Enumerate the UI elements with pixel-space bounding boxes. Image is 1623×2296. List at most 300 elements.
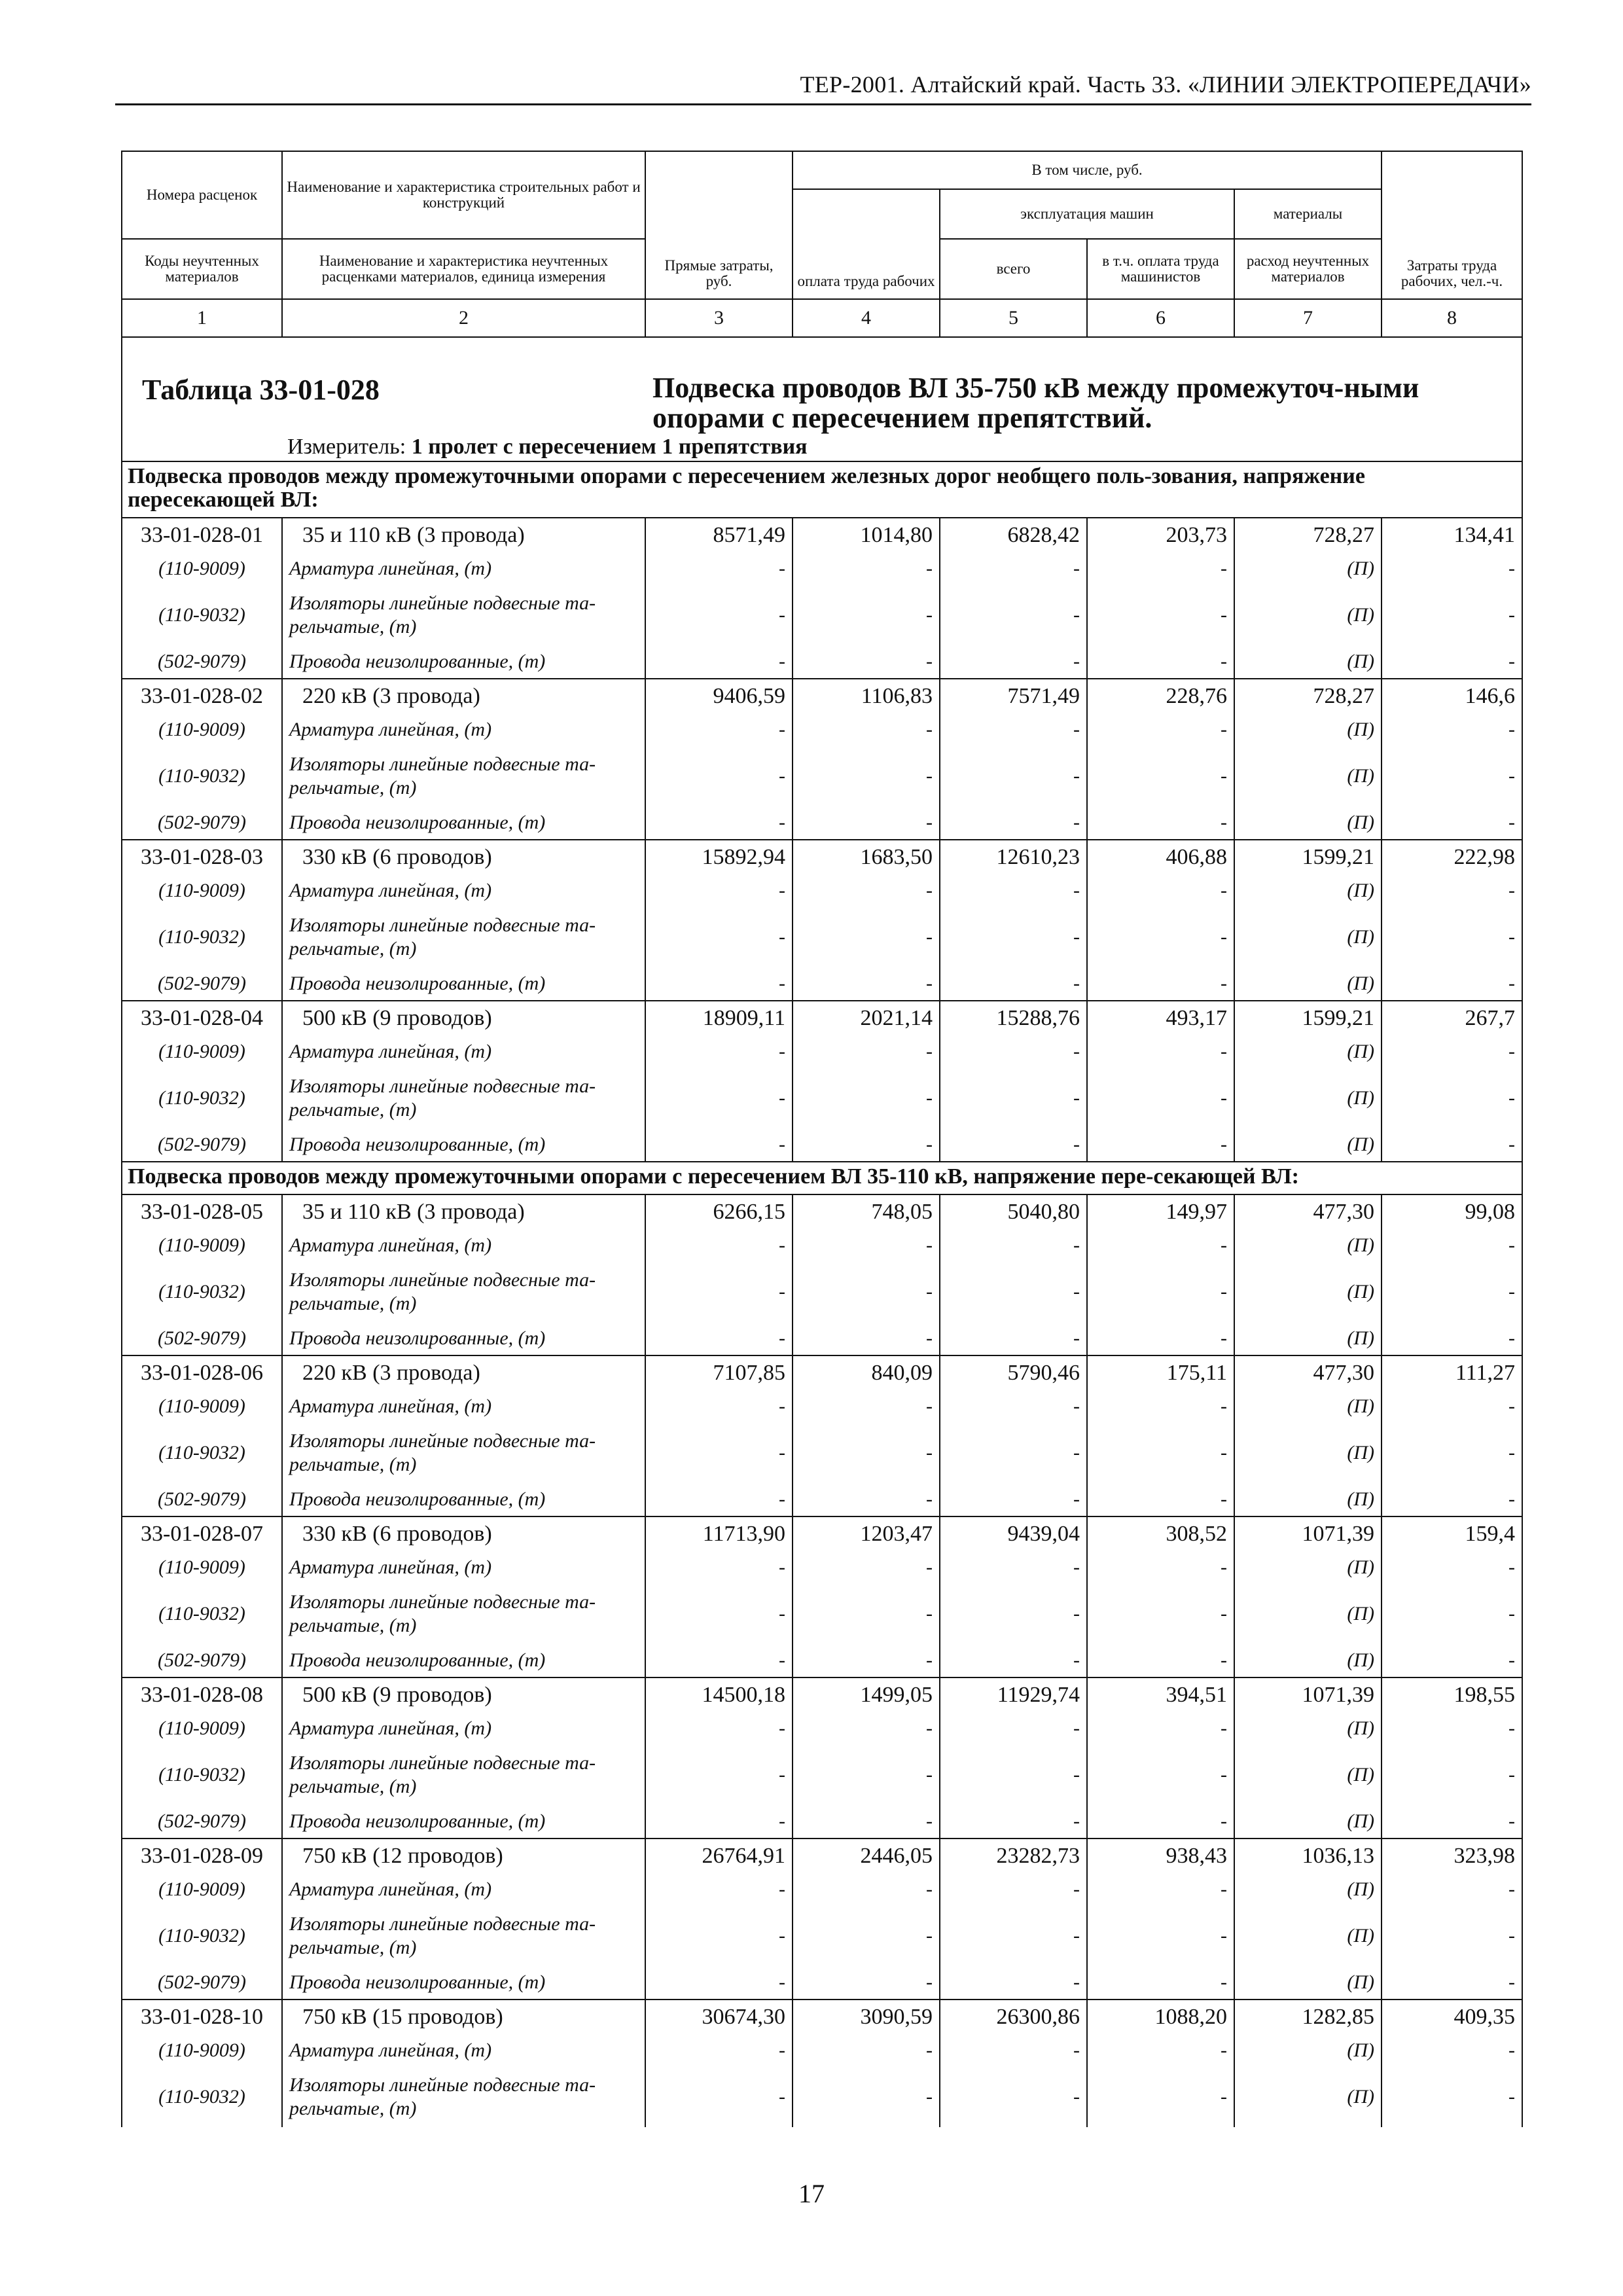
material-mark: (П) <box>1234 1390 1382 1423</box>
rate-value-c8: 267,7 <box>1382 1001 1522 1035</box>
material-dash: - <box>940 2034 1087 2067</box>
material-row <box>122 1035 1522 1068</box>
material-dash: - <box>940 1805 1087 1839</box>
rate-value-c7: 477,30 <box>1234 1194 1382 1229</box>
material-dash: - <box>793 1262 940 1322</box>
material-name: Провода неизолированные, (т) <box>282 1805 645 1839</box>
material-dash: - <box>793 1483 940 1516</box>
material-dash: - <box>1087 967 1234 1001</box>
material-dash: - <box>1087 713 1234 746</box>
material-name: Провода неизолированные, (т) <box>282 967 645 1001</box>
rate-value-c5: 11929,74 <box>940 1677 1087 1712</box>
rate-row <box>122 518 1522 552</box>
material-mark: (П) <box>1234 1805 1382 1839</box>
material-dash: - <box>1087 1644 1234 1677</box>
material-name: Арматура линейная, (т) <box>282 1229 645 1262</box>
rate-value-c6: 394,51 <box>1087 1677 1234 1712</box>
material-dash: - <box>645 1805 793 1839</box>
material-dash: - <box>1382 1322 1522 1355</box>
rate-value-c3: 9406,59 <box>645 679 793 713</box>
rate-value-c7: 1071,39 <box>1234 1677 1382 1712</box>
material-dash: - <box>940 1966 1087 2000</box>
material-name: Изоляторы линейные подвесные та-рельчатые, (т) <box>282 2067 645 2127</box>
col5-header: всего <box>940 239 1087 299</box>
material-dash: - <box>1087 645 1234 679</box>
rate-code: 33-01-028-10 <box>122 2000 282 2034</box>
measure-line: Измеритель: 1 пролет с пересечением 1 препятствия <box>287 435 808 459</box>
material-code: (110-9009) <box>122 1390 282 1423</box>
material-dash: - <box>1087 874 1234 907</box>
material-dash: - <box>1382 1906 1522 1966</box>
material-row <box>122 1906 1522 1966</box>
material-mark: (П) <box>1234 1966 1382 2000</box>
rate-value-c5: 12610,23 <box>940 840 1087 874</box>
material-dash: - <box>940 1644 1087 1677</box>
incl-header: В том числе, руб. <box>793 151 1382 189</box>
material-code: (110-9032) <box>122 1262 282 1322</box>
rate-value-c4: 748,05 <box>793 1194 940 1229</box>
material-dash: - <box>1087 2067 1234 2127</box>
material-dash: - <box>1087 1423 1234 1483</box>
material-dash: - <box>940 874 1087 907</box>
rate-value-c3: 6266,15 <box>645 1194 793 1229</box>
material-name: Провода неизолированные, (т) <box>282 1483 645 1516</box>
material-dash: - <box>645 967 793 1001</box>
material-row <box>122 645 1522 679</box>
rate-name: 330 кВ (6 проводов) <box>282 840 645 874</box>
material-dash: - <box>1087 1035 1234 1068</box>
material-dash: - <box>645 1322 793 1355</box>
rate-value-c5: 7571,49 <box>940 679 1087 713</box>
col2-top-header: Наименование и характеристика строительных работ и конструкций <box>282 151 645 239</box>
rate-value-c3: 11713,90 <box>645 1516 793 1551</box>
material-name: Арматура линейная, (т) <box>282 1035 645 1068</box>
material-code: (110-9009) <box>122 2034 282 2067</box>
material-name: Арматура линейная, (т) <box>282 874 645 907</box>
material-row <box>122 1584 1522 1644</box>
material-dash: - <box>1382 1390 1522 1423</box>
material-code: (110-9009) <box>122 1712 282 1745</box>
column-number: 4 <box>793 299 940 337</box>
page-number: 17 <box>798 2179 825 2208</box>
material-row <box>122 874 1522 907</box>
material-dash: - <box>645 1068 793 1128</box>
rate-name: 500 кВ (9 проводов) <box>282 1001 645 1035</box>
section-row <box>122 1162 1522 1194</box>
rate-value-c8: 409,35 <box>1382 2000 1522 2034</box>
column-number: 5 <box>940 299 1087 337</box>
rate-value-c6: 938,43 <box>1087 1839 1234 1873</box>
material-dash: - <box>645 1390 793 1423</box>
material-dash: - <box>793 1584 940 1644</box>
material-name: Изоляторы линейные подвесные та-рельчатые, (т) <box>282 1423 645 1483</box>
material-dash: - <box>645 1128 793 1162</box>
material-dash: - <box>793 1035 940 1068</box>
column-numbers-row <box>122 299 1522 337</box>
material-code: (110-9009) <box>122 874 282 907</box>
rate-value-c6: 493,17 <box>1087 1001 1234 1035</box>
material-dash: - <box>1382 1068 1522 1128</box>
material-dash: - <box>940 1035 1087 1068</box>
material-mark: (П) <box>1234 907 1382 967</box>
rate-value-c3: 30674,30 <box>645 2000 793 2034</box>
rate-value-c5: 5790,46 <box>940 1355 1087 1390</box>
material-mark: (П) <box>1234 746 1382 806</box>
material-dash: - <box>1382 1712 1522 1745</box>
material-dash: - <box>1087 1068 1234 1128</box>
material-dash: - <box>1087 1873 1234 1906</box>
material-mark: (П) <box>1234 1906 1382 1966</box>
material-dash: - <box>793 552 940 585</box>
material-row <box>122 1322 1522 1355</box>
material-mark: (П) <box>1234 1712 1382 1745</box>
material-dash: - <box>940 1390 1087 1423</box>
material-row <box>122 1712 1522 1745</box>
material-row <box>122 1644 1522 1677</box>
material-name: Изоляторы линейные подвесные та-рельчатые, (т) <box>282 1068 645 1128</box>
material-code: (110-9032) <box>122 1584 282 1644</box>
material-dash: - <box>793 1551 940 1584</box>
material-row <box>122 1423 1522 1483</box>
material-dash: - <box>1087 1584 1234 1644</box>
rate-value-c7: 1599,21 <box>1234 1001 1382 1035</box>
material-row <box>122 1805 1522 1839</box>
material-dash: - <box>645 2034 793 2067</box>
material-mark: (П) <box>1234 645 1382 679</box>
material-dash: - <box>793 2067 940 2127</box>
rate-value-c8: 111,27 <box>1382 1355 1522 1390</box>
material-mark: (П) <box>1234 806 1382 840</box>
material-mark: (П) <box>1234 585 1382 645</box>
material-dash: - <box>1087 1906 1234 1966</box>
column-number: 7 <box>1234 299 1382 337</box>
col8-header: Затраты труда рабочих, чел.-ч. <box>1382 151 1522 299</box>
material-dash: - <box>645 1966 793 2000</box>
material-dash: - <box>793 1805 940 1839</box>
rate-value-c6: 149,97 <box>1087 1194 1234 1229</box>
rate-value-c4: 1203,47 <box>793 1516 940 1551</box>
material-dash: - <box>645 1712 793 1745</box>
rate-row <box>122 2000 1522 2034</box>
rate-value-c5: 5040,80 <box>940 1194 1087 1229</box>
materials-header: материалы <box>1234 189 1382 239</box>
rate-code: 33-01-028-03 <box>122 840 282 874</box>
material-name: Изоляторы линейные подвесные та-рельчатые, (т) <box>282 1745 645 1805</box>
section-row <box>122 461 1522 518</box>
section-title: Подвеска проводов между промежуточными опорами с пересечением железных дорог необщего поль-зования, напряжение пересекающей ВЛ: <box>122 461 1522 518</box>
material-code: (502-9079) <box>122 1322 282 1355</box>
material-dash: - <box>793 1229 940 1262</box>
col2-bottom-header: Наименование и характеристика неучтенных расценками материалов, единица измерения <box>282 239 645 299</box>
material-dash: - <box>645 645 793 679</box>
rate-value-c5: 6828,42 <box>940 518 1087 552</box>
table-label: Таблица 33-01-028 <box>142 374 380 406</box>
material-name: Изоляторы линейные подвесные та-рельчатые, (т) <box>282 1584 645 1644</box>
rate-value-c8: 134,41 <box>1382 518 1522 552</box>
material-dash: - <box>793 645 940 679</box>
material-dash: - <box>1382 1551 1522 1584</box>
material-code: (502-9079) <box>122 1128 282 1162</box>
rate-value-c7: 1282,85 <box>1234 2000 1382 2034</box>
material-row <box>122 1390 1522 1423</box>
material-dash: - <box>1087 746 1234 806</box>
rate-value-c3: 15892,94 <box>645 840 793 874</box>
material-code: (502-9079) <box>122 1966 282 2000</box>
material-dash: - <box>1087 585 1234 645</box>
material-dash: - <box>1382 1423 1522 1483</box>
material-dash: - <box>940 1322 1087 1355</box>
material-row <box>122 1229 1522 1262</box>
material-dash: - <box>1382 874 1522 907</box>
material-dash: - <box>940 746 1087 806</box>
material-dash: - <box>793 1644 940 1677</box>
rate-row <box>122 1839 1522 1873</box>
material-row <box>122 2067 1522 2127</box>
rate-value-c8: 146,6 <box>1382 679 1522 713</box>
material-dash: - <box>940 2067 1087 2127</box>
material-dash: - <box>940 1262 1087 1322</box>
rate-value-c3: 18909,11 <box>645 1001 793 1035</box>
table-title-block <box>122 337 1522 461</box>
material-code: (110-9032) <box>122 585 282 645</box>
rate-row <box>122 1516 1522 1551</box>
material-dash: - <box>793 2034 940 2067</box>
material-dash: - <box>645 1873 793 1906</box>
material-dash: - <box>793 713 940 746</box>
material-dash: - <box>645 907 793 967</box>
rate-value-c4: 1014,80 <box>793 518 940 552</box>
material-name: Провода неизолированные, (т) <box>282 645 645 679</box>
material-code: (110-9009) <box>122 552 282 585</box>
material-name: Изоляторы линейные подвесные та-рельчатые, (т) <box>282 907 645 967</box>
material-dash: - <box>645 1551 793 1584</box>
material-dash: - <box>793 1390 940 1423</box>
rate-value-c6: 308,52 <box>1087 1516 1234 1551</box>
material-dash: - <box>1087 1390 1234 1423</box>
material-dash: - <box>940 1584 1087 1644</box>
material-dash: - <box>1087 1483 1234 1516</box>
rate-value-c6: 228,76 <box>1087 679 1234 713</box>
material-dash: - <box>940 713 1087 746</box>
section-title: Подвеска проводов между промежуточными опорами с пересечением ВЛ 35-110 кВ, напряжение пере-секающей ВЛ: <box>122 1162 1522 1194</box>
material-code: (110-9009) <box>122 1229 282 1262</box>
material-dash: - <box>940 1483 1087 1516</box>
rate-code: 33-01-028-08 <box>122 1677 282 1712</box>
material-dash: - <box>1382 1035 1522 1068</box>
material-name: Изоляторы линейные подвесные та-рельчатые, (т) <box>282 585 645 645</box>
rate-code: 33-01-028-06 <box>122 1355 282 1390</box>
material-row <box>122 1873 1522 1906</box>
material-dash: - <box>940 1745 1087 1805</box>
material-dash: - <box>645 874 793 907</box>
col1-bottom-header: Коды неучтенных материалов <box>122 239 282 299</box>
material-mark: (П) <box>1234 1873 1382 1906</box>
material-dash: - <box>940 1128 1087 1162</box>
material-name: Арматура линейная, (т) <box>282 1873 645 1906</box>
material-dash: - <box>1382 967 1522 1001</box>
material-row <box>122 2034 1522 2067</box>
material-dash: - <box>1382 1262 1522 1322</box>
material-name: Провода неизолированные, (т) <box>282 1322 645 1355</box>
material-dash: - <box>1087 1229 1234 1262</box>
rate-row <box>122 1194 1522 1229</box>
rate-name: 35 и 110 кВ (3 провода) <box>282 1194 645 1229</box>
col7-header: расход неучтенных материалов <box>1234 239 1382 299</box>
material-dash: - <box>940 1423 1087 1483</box>
rate-name: 750 кВ (15 проводов) <box>282 2000 645 2034</box>
rate-value-c3: 14500,18 <box>645 1677 793 1712</box>
material-dash: - <box>1382 552 1522 585</box>
material-code: (110-9009) <box>122 713 282 746</box>
material-mark: (П) <box>1234 1423 1382 1483</box>
material-dash: - <box>1382 1745 1522 1805</box>
material-dash: - <box>645 713 793 746</box>
material-mark: (П) <box>1234 1551 1382 1584</box>
rate-value-c7: 1036,13 <box>1234 1839 1382 1873</box>
rate-value-c4: 2021,14 <box>793 1001 940 1035</box>
material-dash: - <box>940 1712 1087 1745</box>
material-dash: - <box>1382 1128 1522 1162</box>
rate-row <box>122 1677 1522 1712</box>
rate-value-c5: 9439,04 <box>940 1516 1087 1551</box>
material-dash: - <box>940 1873 1087 1906</box>
column-number: 3 <box>645 299 793 337</box>
material-dash: - <box>793 1745 940 1805</box>
material-code: (502-9079) <box>122 1644 282 1677</box>
material-dash: - <box>1382 2034 1522 2067</box>
rate-value-c8: 198,55 <box>1382 1677 1522 1712</box>
material-dash: - <box>793 1906 940 1966</box>
material-dash: - <box>645 746 793 806</box>
col3-header: Прямые затраты, руб. <box>645 151 793 299</box>
material-dash: - <box>1087 1128 1234 1162</box>
material-row <box>122 967 1522 1001</box>
material-dash: - <box>793 1966 940 2000</box>
material-code: (502-9079) <box>122 967 282 1001</box>
material-mark: (П) <box>1234 2067 1382 2127</box>
material-dash: - <box>1382 907 1522 967</box>
material-name: Арматура линейная, (т) <box>282 552 645 585</box>
rate-row <box>122 1355 1522 1390</box>
rate-value-c7: 728,27 <box>1234 679 1382 713</box>
material-dash: - <box>645 806 793 840</box>
material-dash: - <box>1382 645 1522 679</box>
material-mark: (П) <box>1234 967 1382 1001</box>
material-dash: - <box>1087 1805 1234 1839</box>
rate-value-c4: 3090,59 <box>793 2000 940 2034</box>
material-dash: - <box>940 552 1087 585</box>
material-dash: - <box>1382 2067 1522 2127</box>
material-dash: - <box>940 645 1087 679</box>
material-row <box>122 1745 1522 1805</box>
material-mark: (П) <box>1234 2034 1382 2067</box>
material-dash: - <box>793 1423 940 1483</box>
material-dash: - <box>645 1745 793 1805</box>
material-code: (502-9079) <box>122 1483 282 1516</box>
material-dash: - <box>793 874 940 907</box>
material-row <box>122 713 1522 746</box>
rate-value-c6: 175,11 <box>1087 1355 1234 1390</box>
rate-value-c4: 1106,83 <box>793 679 940 713</box>
material-dash: - <box>793 967 940 1001</box>
material-dash: - <box>1382 806 1522 840</box>
material-row <box>122 907 1522 967</box>
material-dash: - <box>793 1068 940 1128</box>
material-mark: (П) <box>1234 1068 1382 1128</box>
col1-top-header: Номера расценок <box>122 151 282 239</box>
material-name: Арматура линейная, (т) <box>282 713 645 746</box>
col6-header: в т.ч. оплата труда машинистов <box>1087 239 1234 299</box>
material-dash: - <box>1382 1966 1522 2000</box>
rate-name: 220 кВ (3 провода) <box>282 1355 645 1390</box>
material-dash: - <box>1382 1483 1522 1516</box>
material-dash: - <box>793 806 940 840</box>
rates-table <box>121 151 1523 2127</box>
material-row <box>122 1128 1522 1162</box>
material-mark: (П) <box>1234 1229 1382 1262</box>
rate-value-c5: 26300,86 <box>940 2000 1087 2034</box>
rate-code: 33-01-028-07 <box>122 1516 282 1551</box>
rate-name: 750 кВ (12 проводов) <box>282 1839 645 1873</box>
material-name: Изоляторы линейные подвесные та-рельчатые, (т) <box>282 1262 645 1322</box>
material-dash: - <box>1382 585 1522 645</box>
material-dash: - <box>1382 1584 1522 1644</box>
rate-row <box>122 679 1522 713</box>
material-mark: (П) <box>1234 874 1382 907</box>
material-dash: - <box>793 1873 940 1906</box>
material-dash: - <box>645 1035 793 1068</box>
material-dash: - <box>793 746 940 806</box>
material-dash: - <box>793 907 940 967</box>
rate-row <box>122 1001 1522 1035</box>
material-name: Арматура линейная, (т) <box>282 1712 645 1745</box>
material-row <box>122 1068 1522 1128</box>
column-number: 8 <box>1382 299 1522 337</box>
material-dash: - <box>1087 1712 1234 1745</box>
material-dash: - <box>1382 1229 1522 1262</box>
rate-value-c8: 323,98 <box>1382 1839 1522 1873</box>
material-dash: - <box>1087 2034 1234 2067</box>
material-name: Провода неизолированные, (т) <box>282 1644 645 1677</box>
header-rule <box>115 103 1531 105</box>
rate-value-c3: 26764,91 <box>645 1839 793 1873</box>
rate-value-c6: 406,88 <box>1087 840 1234 874</box>
rate-value-c4: 2446,05 <box>793 1839 940 1873</box>
material-mark: (П) <box>1234 1128 1382 1162</box>
material-name: Изоляторы линейные подвесные та-рельчатые, (т) <box>282 746 645 806</box>
material-code: (110-9009) <box>122 1551 282 1584</box>
column-number: 2 <box>282 299 645 337</box>
material-mark: (П) <box>1234 1035 1382 1068</box>
rate-name: 330 кВ (6 проводов) <box>282 1516 645 1551</box>
material-dash: - <box>1087 1551 1234 1584</box>
material-dash: - <box>1382 1873 1522 1906</box>
material-dash: - <box>645 1644 793 1677</box>
material-dash: - <box>940 1551 1087 1584</box>
rate-value-c3: 7107,85 <box>645 1355 793 1390</box>
material-row <box>122 585 1522 645</box>
material-dash: - <box>1382 1644 1522 1677</box>
material-dash: - <box>645 1229 793 1262</box>
material-dash: - <box>1087 1966 1234 2000</box>
material-dash: - <box>940 806 1087 840</box>
rate-value-c4: 1499,05 <box>793 1677 940 1712</box>
material-name: Изоляторы линейные подвесные та-рельчатые, (т) <box>282 1906 645 1966</box>
material-dash: - <box>645 585 793 645</box>
rate-value-c6: 203,73 <box>1087 518 1234 552</box>
material-dash: - <box>1087 1262 1234 1322</box>
material-name: Провода неизолированные, (т) <box>282 806 645 840</box>
